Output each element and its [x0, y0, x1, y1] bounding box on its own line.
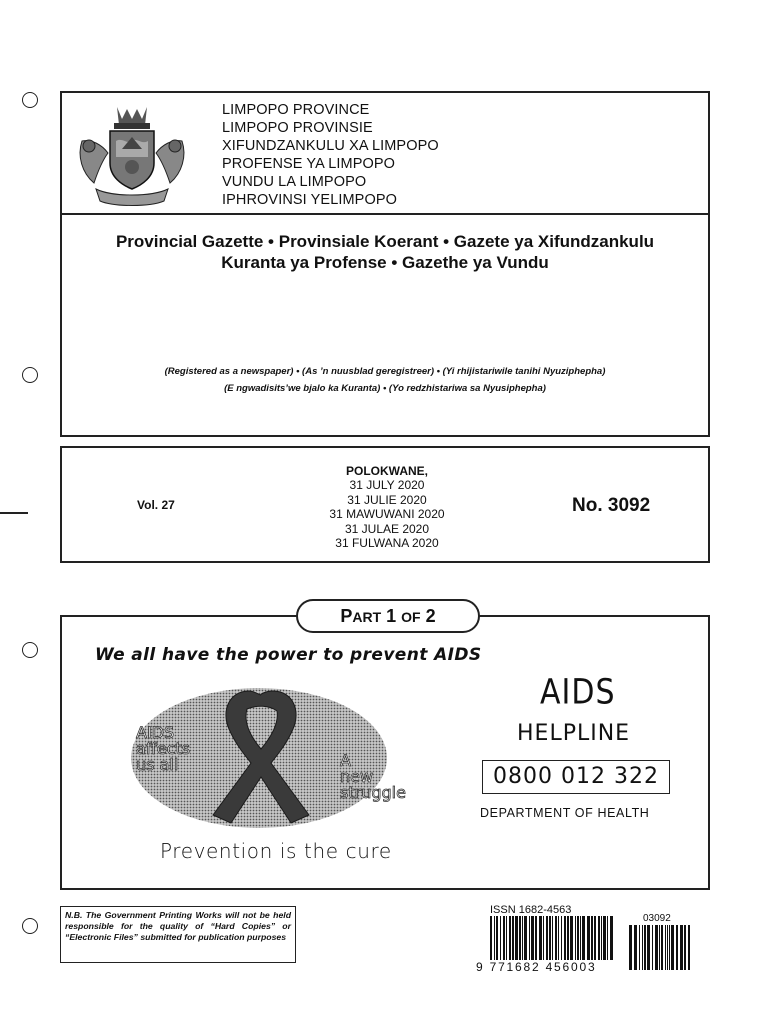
- barcode-bar: [688, 925, 690, 970]
- binder-hole: [22, 642, 38, 658]
- affects-line: us all: [136, 755, 179, 774]
- issue-date: 31 MAWUWANI 2020: [329, 507, 445, 521]
- barcode-bar: [555, 916, 557, 960]
- helpline-heading: HELPLINE: [517, 721, 631, 746]
- barcode-bar: [594, 916, 596, 960]
- prevention-text: Prevention is the cure: [160, 839, 392, 863]
- barcode-bar: [610, 916, 613, 960]
- province-name: LIMPOPO PROVINSIE: [222, 120, 373, 136]
- barcode-bar: [494, 916, 495, 960]
- struggle-line: struggle: [340, 783, 406, 802]
- barcode-bar: [561, 916, 562, 960]
- barcode-bar: [607, 916, 608, 960]
- registration-line: (E ngwadisits’we bjalo ka Kuranta) • (Yo redzhistariwa sa Nyusiphepha): [224, 383, 546, 394]
- barcode-bar: [506, 916, 507, 960]
- registration-line: (Registered as a newspaper) • (As ’n nuusblad geregistreer) • (Yi rhijistariwile tanihi Nyuziphepha): [164, 366, 606, 377]
- province-name: PROFENSE YA LIMPOPO: [222, 156, 395, 172]
- barcode-bar: [671, 925, 674, 970]
- barcode-bar: [564, 916, 566, 960]
- barcode-bar: [655, 925, 658, 970]
- issue-date: 31 JULIE 2020: [347, 492, 427, 507]
- binder-hole: [22, 92, 38, 108]
- issn: ISSN 1682-4563: [490, 904, 572, 916]
- barcode-bar: [667, 925, 668, 970]
- barcode-bar: [543, 916, 544, 960]
- barcode-bar: [659, 925, 660, 970]
- addon-number: 03092: [643, 913, 671, 924]
- barcode-bar: [644, 925, 646, 970]
- struggle-line: new: [340, 767, 374, 786]
- issue-date: 31 JULAE 2020: [344, 521, 430, 536]
- aids-slogan: We all have the power to prevent AIDS: [95, 645, 482, 665]
- issue-details: [60, 446, 710, 563]
- aids-affects-text: [136, 725, 190, 773]
- province-name: IPHROVINSI YELIMPOPO: [222, 192, 397, 208]
- barcode-bar: [598, 916, 600, 960]
- department-name: DEPARTMENT OF HEALTH: [480, 806, 650, 820]
- barcode-bar: [639, 925, 640, 970]
- barcode-bar: [529, 916, 530, 960]
- binder-hole: [22, 918, 38, 934]
- barcode-bar: [603, 916, 606, 960]
- barcode-bar: [661, 925, 663, 970]
- barcode-bar: [496, 916, 498, 960]
- new-struggle-text: [340, 753, 406, 801]
- gazette-title-line: Kuranta ya Profense • Gazethe ya Vundu: [221, 253, 549, 272]
- coat-of-arms-icon: [72, 101, 192, 209]
- barcode-bar: [652, 925, 653, 970]
- city: POLOKWANE,: [345, 464, 428, 478]
- province-name: VUNDU LA LIMPOPO: [222, 174, 367, 190]
- volume: Vol. 27: [137, 498, 175, 512]
- barcode-bar: [546, 916, 548, 960]
- affects-line: affects: [136, 739, 191, 758]
- addon-barcode-icon: [629, 925, 691, 970]
- part-of: OF: [401, 609, 421, 625]
- barcode-bar: [539, 916, 542, 960]
- barcode-bar: [509, 916, 511, 960]
- barcode-bar: [601, 916, 602, 960]
- aids-heading: AIDS: [540, 672, 616, 713]
- struggle-line: A: [340, 751, 351, 770]
- issue-date: 31 JULY 2020: [349, 478, 425, 492]
- issue-dates: [282, 464, 492, 551]
- barcode-bar: [500, 916, 501, 960]
- barcode-bar: [531, 916, 534, 960]
- barcode-bar: [676, 925, 678, 970]
- barcode-bar: [558, 916, 559, 960]
- divider: [62, 213, 708, 215]
- gazette-header: [60, 91, 710, 437]
- barcode-bar: [634, 925, 637, 970]
- barcode-bar: [512, 916, 514, 960]
- barcode-bar: [552, 916, 553, 960]
- barcode-bar: [519, 916, 521, 960]
- part-letter: P: [340, 606, 353, 626]
- barcode-bar: [629, 925, 632, 970]
- barcode-bar: [582, 916, 585, 960]
- barcode-bar: [490, 916, 492, 960]
- barcode-bar: [535, 916, 537, 960]
- barcode-bar: [503, 916, 505, 960]
- province-names: [222, 101, 439, 209]
- barcode-digits: 9 771682 456003: [476, 960, 597, 974]
- fold-mark: [0, 512, 28, 514]
- affects-line: AIDS: [136, 723, 175, 742]
- gazette-title: [62, 231, 708, 273]
- barcode-bar: [549, 916, 551, 960]
- barcode-bar: [575, 916, 576, 960]
- barcode-bar: [577, 916, 579, 960]
- barcode-bar: [642, 925, 643, 970]
- barcode-bar: [567, 916, 569, 960]
- binder-hole: [22, 367, 38, 383]
- part-total: 2: [420, 606, 436, 626]
- barcode-bar: [522, 916, 523, 960]
- barcode-bar: [665, 925, 666, 970]
- issue-date: 31 FULWANA 2020: [335, 536, 439, 550]
- barcode-bar: [515, 916, 518, 960]
- issue-number: No. 3092: [572, 495, 651, 516]
- barcode-bar: [669, 925, 670, 970]
- barcode-bar: [587, 916, 590, 960]
- gazette-title-line: Provincial Gazette • Provinsiale Koerant • Gazete ya Xifundzankulu: [115, 232, 655, 251]
- barcode-bar: [680, 925, 683, 970]
- barcode-bar: [524, 916, 527, 960]
- barcode-bar: [684, 925, 686, 970]
- province-name: XIFUNDZANKULU XA LIMPOPO: [222, 138, 439, 154]
- barcode-bar: [591, 916, 593, 960]
- part-number: 1: [381, 606, 402, 626]
- barcode-bar: [570, 916, 573, 960]
- part-indicator: [296, 599, 480, 633]
- barcode-bar: [647, 925, 650, 970]
- registration-note: [62, 363, 708, 397]
- helpline-number: 0800 012 322: [482, 760, 670, 794]
- aids-advert: [60, 615, 710, 890]
- province-name: LIMPOPO PROVINCE: [222, 102, 370, 118]
- part-word: ART: [352, 609, 382, 625]
- disclaimer-note: N.B. The Government Printing Works will not be held responsible for the quality of “Hard Copies” or “Electronic Files” submitted for publication purposes: [60, 906, 296, 963]
- barcode-icon: [490, 916, 616, 960]
- barcode-bar: [580, 916, 581, 960]
